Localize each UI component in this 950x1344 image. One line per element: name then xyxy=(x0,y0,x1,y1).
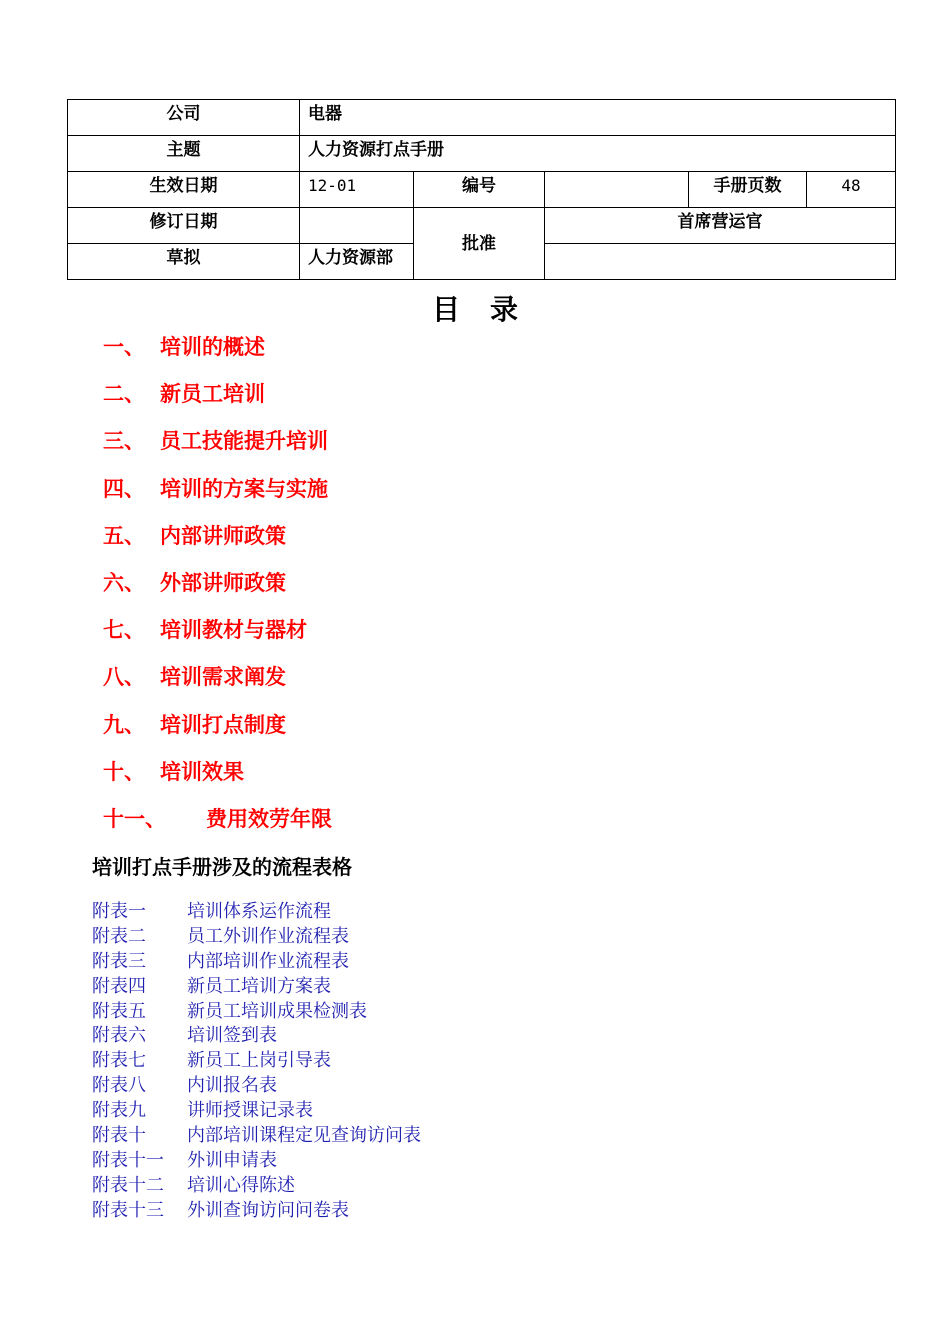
chapter-title: 培训教材与器材 xyxy=(160,618,307,643)
appendix-code: 附表一 xyxy=(92,901,146,922)
chapter-item[interactable] xyxy=(103,379,332,426)
appendix-item[interactable] xyxy=(92,974,421,999)
appendix-code: 附表八 xyxy=(92,1075,146,1097)
appendix-name: 员工外训作业流程表 xyxy=(187,925,349,947)
appendix-name: 内部培训课程定见查询访问表 xyxy=(187,1125,421,1147)
effective-date-label: 生效日期 xyxy=(68,172,300,208)
appendix-item[interactable] xyxy=(92,1198,421,1223)
appendix-item[interactable] xyxy=(92,1148,421,1173)
appendix-name: 培训签到表 xyxy=(187,1025,277,1047)
forms-heading: 培训打点手册涉及的流程表格 xyxy=(92,855,352,879)
number-value xyxy=(545,172,689,208)
appendix-code: 附表十一 xyxy=(92,1149,164,1171)
appendix-name: 新员工培训方案表 xyxy=(187,975,331,997)
appendix-code: 附表九 xyxy=(92,1100,146,1122)
chapter-number: 一、 xyxy=(103,335,145,359)
document-header-table xyxy=(67,99,896,280)
drafter-value: 人力资源部 xyxy=(300,244,414,280)
appendix-code: 附表三 xyxy=(92,950,146,972)
appendix-code: 附表六 xyxy=(92,1025,146,1047)
chapter-number: 八、 xyxy=(103,665,145,690)
chapter-list xyxy=(103,332,332,851)
chapter-item[interactable] xyxy=(103,710,332,757)
chapter-item[interactable] xyxy=(103,474,332,521)
drafter-label: 草拟 xyxy=(68,244,300,280)
chapter-number: 十、 xyxy=(103,759,145,784)
chapter-item[interactable] xyxy=(103,757,332,804)
toc-title: 目录 xyxy=(431,293,548,326)
appendix-code: 附表十二 xyxy=(92,1174,164,1196)
appendix-code: 附表十三 xyxy=(92,1199,164,1221)
appendix-list xyxy=(92,899,421,1223)
chapter-title: 培训打点制度 xyxy=(160,712,286,737)
appendix-item[interactable] xyxy=(92,1098,421,1123)
chapter-title: 员工技能提升培训 xyxy=(160,429,328,454)
chapter-item[interactable] xyxy=(103,426,332,473)
chapter-number: 十一、 xyxy=(103,806,166,831)
chapter-title: 培训的方案与实施 xyxy=(160,476,328,501)
revision-date-label: 修订日期 xyxy=(68,208,300,244)
chapter-item[interactable] xyxy=(103,332,332,379)
chapter-number: 五、 xyxy=(103,523,145,548)
chapter-number: 七、 xyxy=(103,618,145,643)
appendix-name: 培训心得陈述 xyxy=(187,1174,295,1196)
approver-title: 首席营运官 xyxy=(545,208,896,244)
chapter-item[interactable] xyxy=(103,615,332,662)
chapter-title: 培训的概述 xyxy=(160,335,265,359)
appendix-item[interactable] xyxy=(92,1073,421,1098)
chapter-item[interactable] xyxy=(103,521,332,568)
appendix-name: 内训报名表 xyxy=(187,1075,277,1097)
appendix-item[interactable] xyxy=(92,949,421,974)
appendix-item[interactable] xyxy=(92,924,421,949)
chapter-title: 费用效劳年限 xyxy=(206,806,332,831)
appendix-code: 附表十 xyxy=(92,1125,146,1147)
chapter-item[interactable] xyxy=(103,568,332,615)
appendix-item[interactable] xyxy=(92,1023,421,1048)
pages-value: 48 xyxy=(807,172,896,208)
subject-value: 人力资源打点手册 xyxy=(300,136,896,172)
appendix-code: 附表四 xyxy=(92,975,146,997)
appendix-name: 外训申请表 xyxy=(187,1149,277,1171)
appendix-name: 新员工上岗引导表 xyxy=(187,1050,331,1072)
appendix-item[interactable] xyxy=(92,899,421,924)
chapter-item[interactable] xyxy=(103,804,332,851)
appendix-name: 讲师授课记录表 xyxy=(187,1100,313,1122)
chapter-number: 四、 xyxy=(103,476,145,501)
appendix-code: 附表二 xyxy=(92,925,146,947)
chapter-title: 内部讲师政策 xyxy=(160,523,286,548)
approver-signature xyxy=(545,244,896,280)
appendix-item[interactable] xyxy=(92,999,421,1024)
appendix-name: 培训体系运作流程 xyxy=(187,901,331,922)
chapter-title: 培训效果 xyxy=(160,759,244,784)
chapter-title: 外部讲师政策 xyxy=(160,570,286,595)
number-label: 编号 xyxy=(414,172,545,208)
chapter-number: 六、 xyxy=(103,570,145,595)
chapter-title: 新员工培训 xyxy=(160,382,265,407)
appendix-item[interactable] xyxy=(92,1123,421,1148)
chapter-number: 二、 xyxy=(103,382,145,407)
effective-date-value: 12-01 xyxy=(300,172,414,208)
chapter-number: 三、 xyxy=(103,429,145,454)
appendix-name: 内部培训作业流程表 xyxy=(187,950,349,972)
approval-label: 批准 xyxy=(414,208,545,280)
company-value: 电器 xyxy=(300,100,896,136)
chapter-title: 培训需求阐发 xyxy=(160,665,286,690)
appendix-item[interactable] xyxy=(92,1048,421,1073)
appendix-code: 附表五 xyxy=(92,1000,146,1022)
appendix-name: 外训查询访问问卷表 xyxy=(187,1199,349,1221)
pages-label: 手册页数 xyxy=(689,172,807,208)
chapter-item[interactable] xyxy=(103,662,332,709)
chapter-number: 九、 xyxy=(103,712,145,737)
appendix-code: 附表七 xyxy=(92,1050,146,1072)
subject-label: 主题 xyxy=(68,136,300,172)
appendix-name: 新员工培训成果检测表 xyxy=(187,1000,367,1022)
company-label: 公司 xyxy=(68,100,300,136)
appendix-item[interactable] xyxy=(92,1173,421,1198)
revision-date-value xyxy=(300,208,414,244)
